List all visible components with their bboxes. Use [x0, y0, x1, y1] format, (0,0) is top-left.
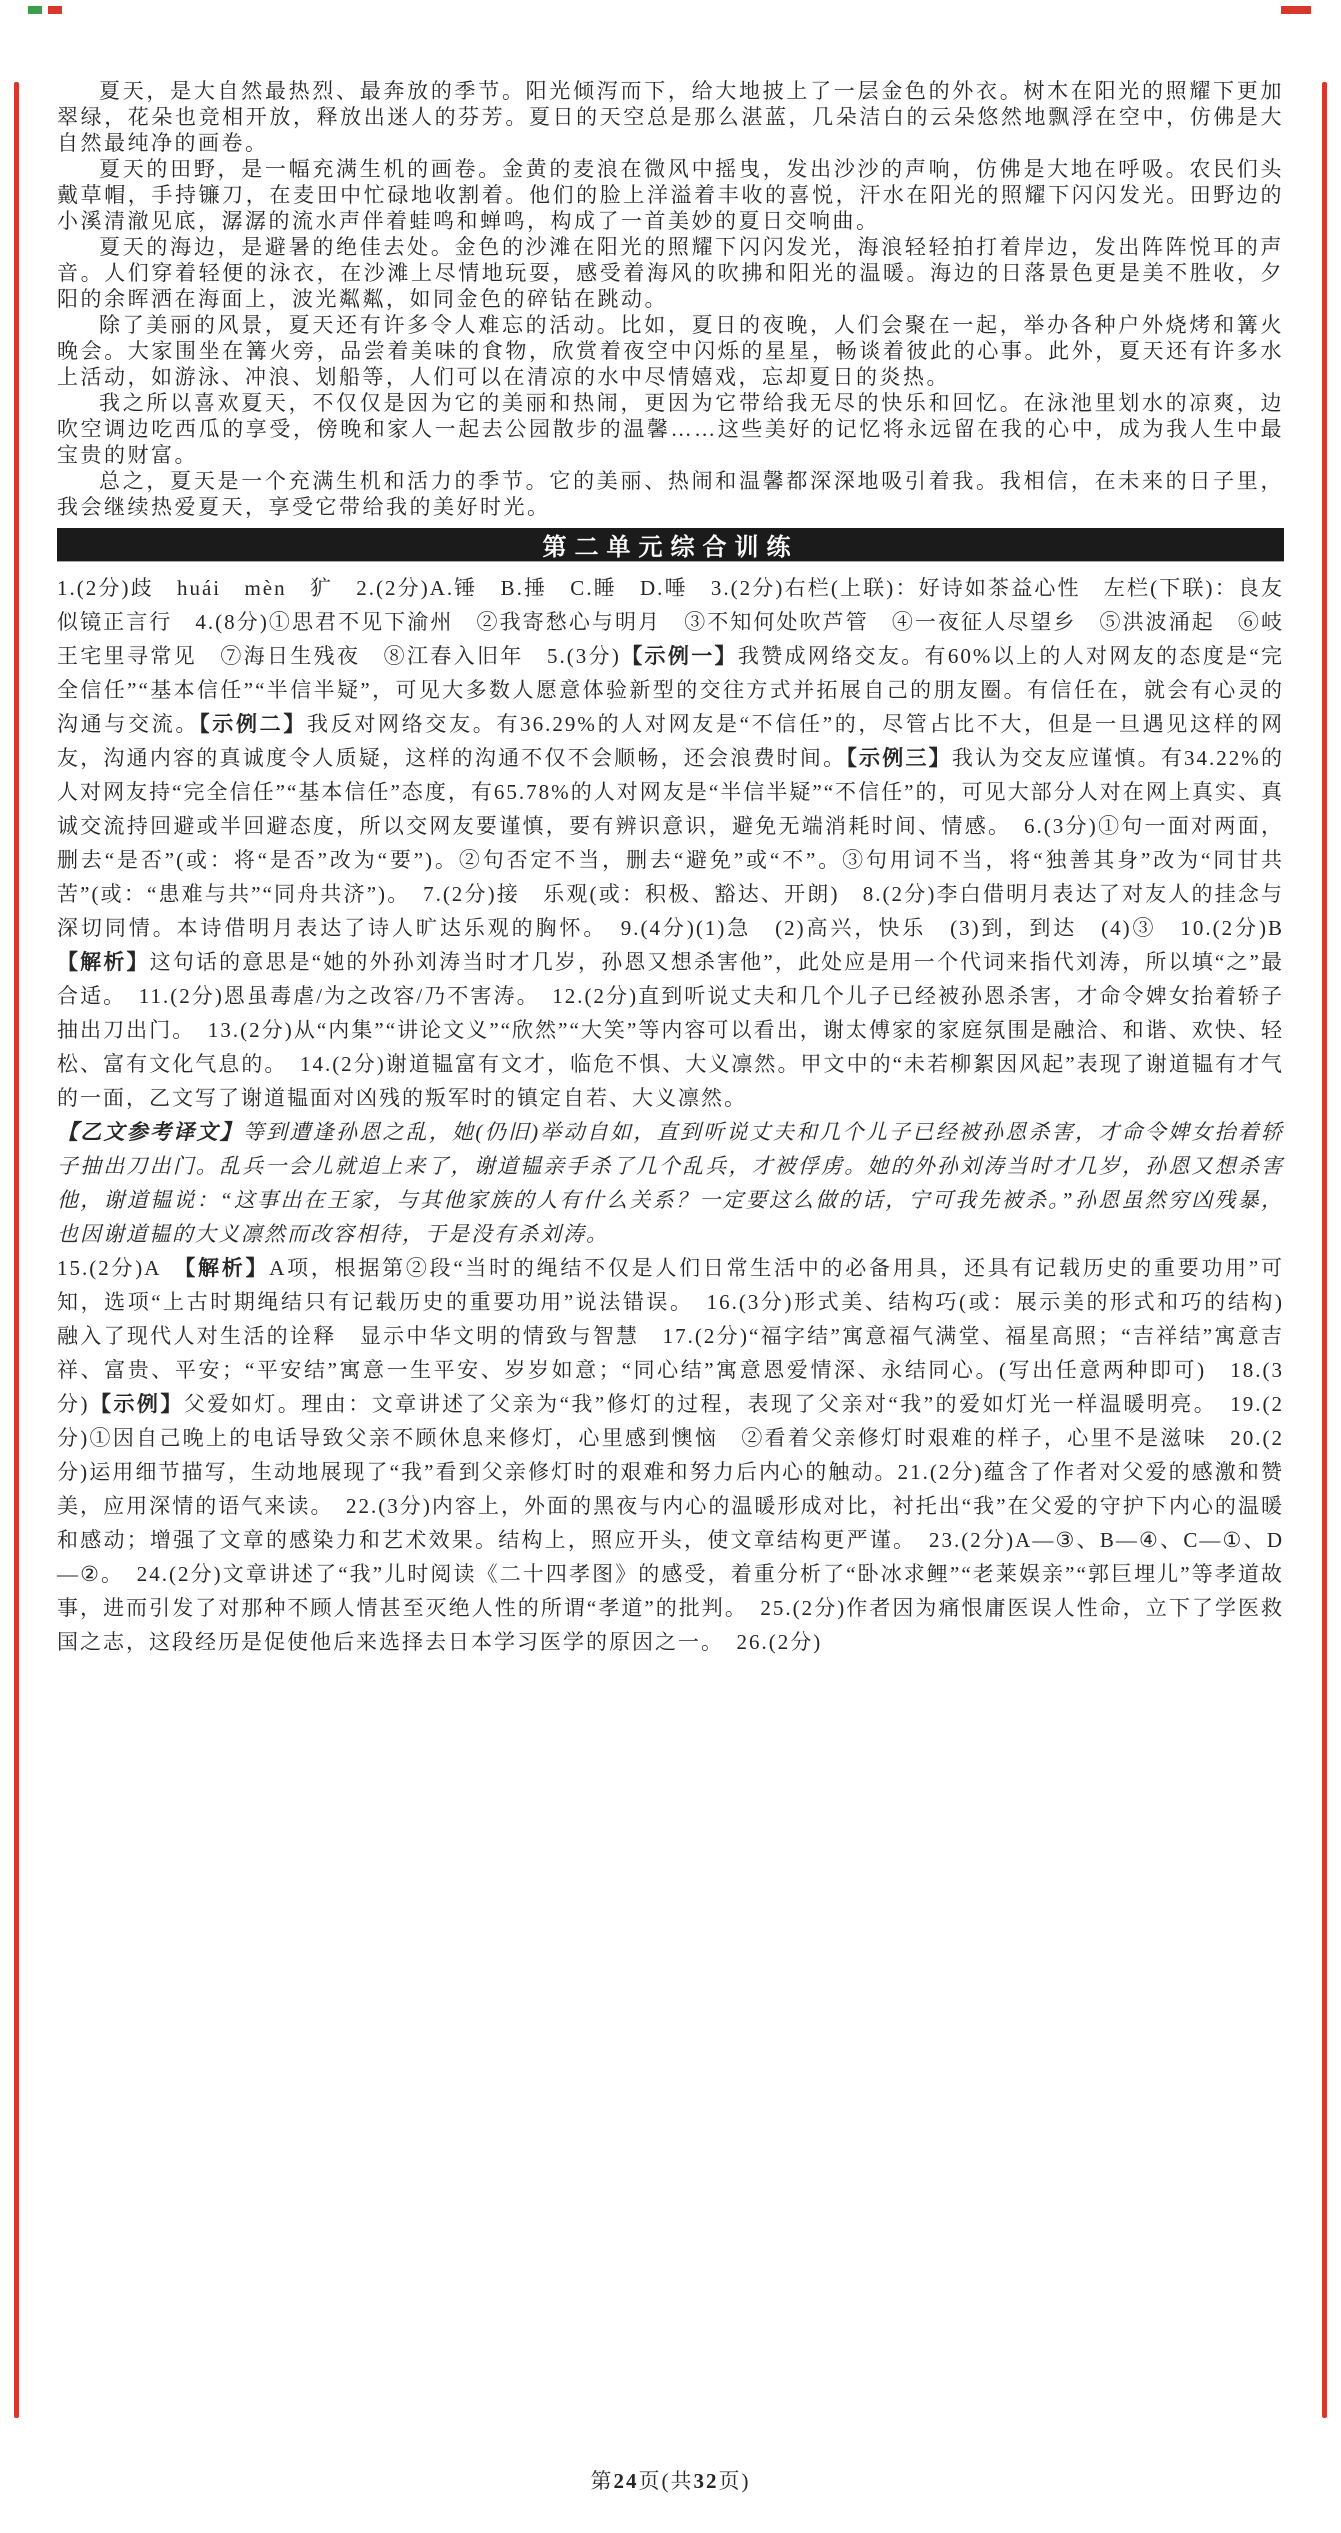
translation-paragraph: 【乙文参考译文】等到遭逢孙恩之乱，她(仍旧)举动自如，直到听说丈夫和几个儿子已经被孙恩杀害，才命令婢女抬着轿子抽出刀出门。乱兵一会儿就追上来了，谢道韫亲手杀了几个乱兵，才被俘虏。她的外孙刘涛当时才几岁，孙恩又想杀害他，谢道韫说：“这事出在王家，与其他家族的人有什么关系？一定要这么做的话，宁可我先被杀。”孙恩虽然穷凶残暴，也因谢道韫的大义凛然而改容相待，于是没有杀刘涛。 — [57, 1120, 1285, 1246]
section-title: 第二单元综合训练 — [542, 535, 799, 561]
page-content — [57, 78, 1307, 1659]
answer-key — [57, 571, 1307, 1659]
answers-items-15-26: 15.(2分)A 【解析】A项，根据第②段“当时的绳结不仅是人们日常生活中的必备用具，还具有记载历史的重要功用”可知，选项“上古时期绳结只有记载历史的重要功用”说法错误。 16.(3分)形式美、结构巧(或：展示美的形式和巧的结构) 融入了现代人对生活的诠释 显示中华文明的情致与智慧 17.(2分)“福字结”寓意福气满堂、福星高照；“吉祥结”寓意吉祥、富贵、平安；“平安结”寓意一生平安、岁岁如意；“同心结”寓意恩爱情深、永结同心。(写出任意两种即可) 18.(3分)【示例】父爱如灯。理由：文章讲述了父亲为“我”修灯的过程，表现了父亲对“我”的爱如灯光一样温暖明亮。 19.(2分)①因自己晚上的电话导致父亲不顾休息来修灯，心里感到懊恼 ②看着父亲修灯时艰难的样子，心里不是滋味 20.(2分)运用细节描写，生动地展现了“我”看到父亲修灯时的艰难和努力后内心的触动。21.(2分)蕴含了作者对父爱的感激和赞美，应用深情的语气来读。 22.(3分)内容上，外面的黑夜与内心的温暖形成对比，衬托出“我”在父爱的守护下内心的温暖和感动；增强了文章的感染力和艺术效果。结构上，照应开头，使文章结构更严谨。 23.(2分)A—③、B—④、C—①、D—②。 24.(2分)文章讲述了“我”儿时阅读《二十四孝图》的感受，着重分析了“卧冰求鲤”“老莱娱亲”“郭巨埋儿”等孝道故事，进而引发了对那种不顾人情甚至灭绝人性的所谓“孝道”的批判。 25.(2分)作者因为痛恨庸医误人性命，立下了学医救国之志，这段经历是促使他后来选择去日本学习医学的原因之一。 26.(2分) — [57, 1256, 1307, 1654]
essay-paragraph-3: 夏天的海边，是避暑的绝佳去处。金色的沙滩在阳光的照耀下闪闪发光，海浪轻轻拍打着岸边，发出阵阵悦耳的声音。人们穿着轻便的泳衣，在沙滩上尽情地玩耍，感受着海风的吹拂和阳光的温暖。海边的日落景色更是美不胜收，夕阳的余晖洒在海面上，波光粼粼，如同金色的碎钻在跳动。 — [57, 235, 1284, 311]
essay-paragraph-1: 夏天，是大自然最热烈、最奔放的季节。阳光倾泻而下，给大地披上了一层金色的外衣。树木在阳光的照耀下更加翠绿，花朵也竞相开放，释放出迷人的芬芳。夏日的天空总是那么湛蓝，几朵洁白的云朵悠然地飘浮在空中，仿佛是大自然最纯净的画卷。 — [57, 79, 1284, 155]
left-edge-strip — [14, 82, 19, 2418]
print-registration-mark-red-left — [48, 6, 62, 14]
essay-paragraph-2: 夏天的田野，是一幅充满生机的画卷。金黄的麦浪在微风中摇曳，发出沙沙的声响，仿佛是大地在呼吸。农民们头戴草帽，手持镰刀，在麦田中忙碌地收割着。他们的脸上洋溢着丰收的喜悦，汗水在阳光的照耀下闪闪发光。田野边的小溪清澈见底，潺潺的流水声伴着蛙鸣和蝉鸣，构成了一首美妙的夏日交响曲。 — [57, 157, 1284, 233]
print-registration-mark-green — [28, 6, 42, 14]
print-registration-mark-red-right — [1281, 6, 1311, 14]
essay-paragraph-4: 除了美丽的风景，夏天还有许多令人难忘的活动。比如，夏日的夜晚，人们会聚在一起，举办各种户外烧烤和篝火晚会。大家围坐在篝火旁，品尝着美味的食物，欣赏着夜空中闪烁的星星，畅谈着彼此的心事。此外，夏天还有许多水上活动，如游泳、冲浪、划船等，人们可以在清凉的水中尽情嬉戏，忘却夏日的炎热。 — [57, 313, 1284, 389]
right-edge-strip — [1322, 82, 1327, 2418]
section-header-bar — [57, 528, 1284, 561]
model-essay — [57, 78, 1284, 520]
essay-paragraph-6: 总之，夏天是一个充满生机和活力的季节。它的美丽、热闹和温馨都深深地吸引着我。我相信，在未来的日子里，我会继续热爱夏天，享受它带给我的美好时光。 — [57, 469, 1284, 519]
page-footer: 第24页(共32页) — [590, 2469, 751, 2493]
answers-items-1-14: 1.(2分)歧 huái mèn 犷 2.(2分)A.锤 B.捶 C.睡 D.唾 3.(2分)右栏(上联)：好诗如茶益心性 左栏(下联)：良友似镜正言行 4.(8分)①思君不见下渝州 ②我寄愁心与明月 ③不知何处吹芦管 ④一夜征人尽望乡 ⑤洪波涌起 ⑥岐王宅里寻常见 ⑦海日生残夜 ⑧江春入旧年 5.(3分)【示例一】我赞成网络交友。有60%以上的人对网友的态度是“完全信任”“基本信任”“半信半疑”，可见大多数人愿意体验新型的交往方式并拓展自己的朋友圈。有信任在，就会有心灵的沟通与交流。【示例二】我反对网络交友。有36.29%的人对网友是“不信任”的，尽管占比不大，但是一旦遇见这样的网友，沟通内容的真诚度令人质疑，这样的沟通不仅不会顺畅，还会浪费时间。【示例三】我认为交友应谨慎。有34.22%的人对网友持“完全信任”“基本信任”态度，有65.78%的人对网友是“半信半疑”“不信任”的，可见大部分人对在网上真实、真诚交流持回避或半回避态度，所以交网友要谨慎，要有辨识意识，避免无端消耗时间、情感。 6.(3分)①句一面对两面，删去“是否”(或：将“是否”改为“要”)。②句否定不当，删去“避免”或“不”。③句用词不当，将“独善其身”改为“同甘共苦”(或：“患难与共”“同舟共济”)。 7.(2分)接 乐观(或：积极、豁达、开朗) 8.(2分)李白借明月表达了对友人的挂念与深切同情。本诗借明月表达了诗人旷达乐观的胸怀。 9.(4分)(1)急 (2)高兴，快乐 (3)到，到达 (4)③ 10.(2分)B 【解析】这句话的意思是“她的外孙刘涛当时才几岁，孙恩又想杀害他”，此处应是用一个代词来指代刘涛，所以填“之”最合适。 11.(2分)恩虽毒虐/为之改容/乃不害涛。 12.(2分)直到听说丈夫和几个儿子已经被孙恩杀害，才命令婢女抬着轿子抽出刀出门。 13.(2分)从“内集”“讲论文义”“欣然”“大笑”等内容可以看出，谢太傅家的家庭氛围是融洽、和谐、欢快、轻松、富有文化气息的。 14.(2分)谢道韫富有文才，临危不惧、大义凛然。甲文中的“未若柳絮因风起”表现了谢道韫有才气的一面，乙文写了谢道韫面对凶残的叛军时的镇定自若、大义凛然。 — [57, 576, 1307, 1110]
essay-paragraph-5: 我之所以喜欢夏天，不仅仅是因为它的美丽和热闹，更因为它带给我无尽的快乐和回忆。在泳池里划水的凉爽，边吹空调边吃西瓜的享受，傍晚和家人一起去公园散步的温馨……这些美好的记忆将永远留在我的心中，成为我人生中最宝贵的财富。 — [57, 391, 1284, 467]
